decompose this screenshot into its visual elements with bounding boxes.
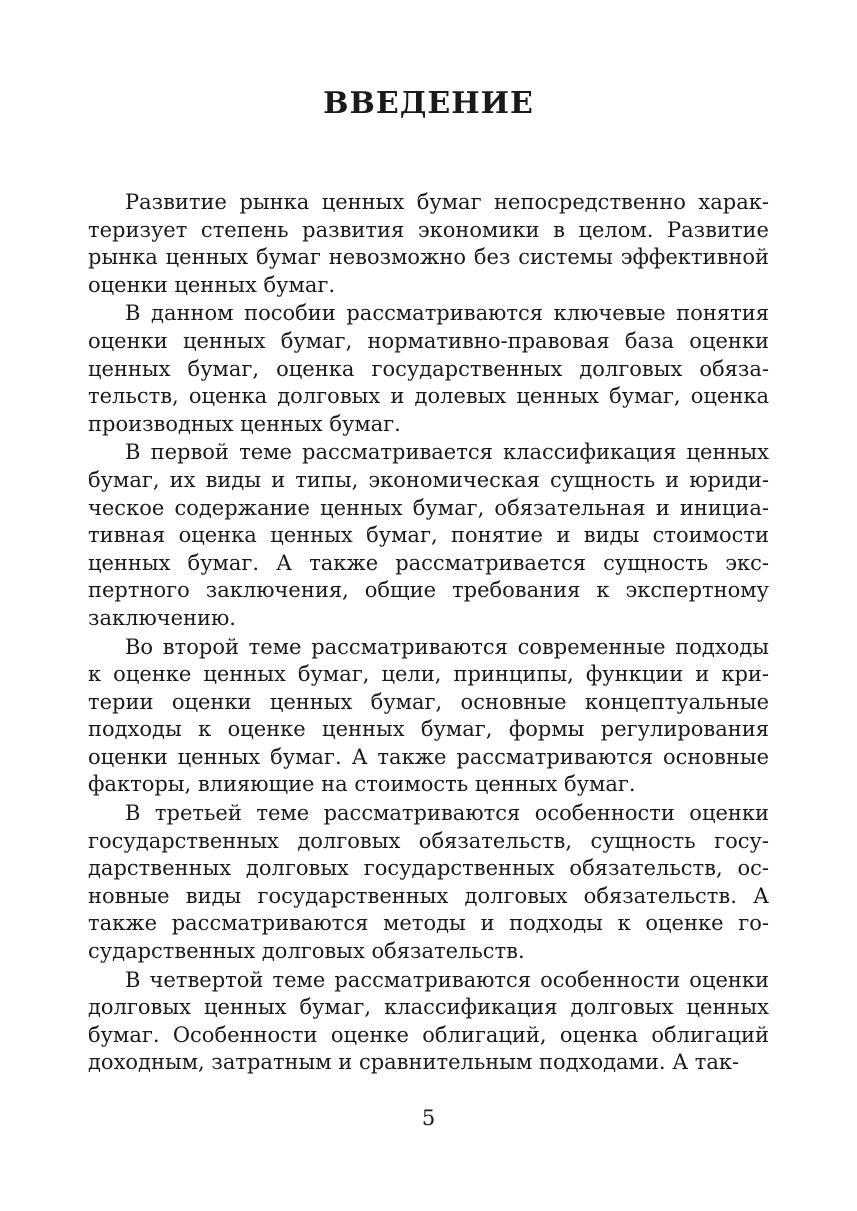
paragraph: В третьей теме рассматриваются особенности оценки государственных долговых обязательств, сущность государственных долговых государственных обязательств, основные виды государственных долговых обязательств. А также рассматриваются методы и подходы к оценке государственных долговых обязательств. [88, 801, 769, 964]
paragraph: В данном пособии рассматриваются ключевые понятия оценки ценных бумаг, нормативно-правовая база оценки ценных бумаг, оценка государственных долговых обязательств, оценка долговых и долевых ценных бумаг, оценка производных ценных бумаг. [88, 301, 769, 436]
chapter-title: ВВЕДЕНИЕ [323, 86, 534, 121]
body-text [88, 189, 769, 1078]
paragraph: Во второй теме рассматриваются современные подходы к оценке ценных бумаг, цели, принципы, функции и критерии оценки ценных бумаг, основные концептуальные подходы к оценке ценных бумаг, формы регулирования оценки ценных бумаг. А также рассматриваются основные факторы, влияющие на стоимость ценных бумаг. [88, 634, 769, 797]
paragraph: В четвертой теме рассматриваются особенности оценки долговых ценных бумаг, классификация долговых ценных бумаг. Особенности оценке облигаций, оценка облигаций доходным, затратным и сравнительным подходами. А так- [88, 967, 769, 1075]
paragraph: Развитие рынка ценных бумаг непосредственно характеризует степень развития экономики в целом. Развитие рынка ценных бумаг невозможно без системы эффективной оценки ценных бумаг. [88, 190, 769, 297]
page-number: 5 [421, 1106, 436, 1130]
paragraph: В первой теме рассматривается классификация ценных бумаг, их виды и типы, экономическая сущность и юридическое содержание ценных бумаг, обязательная и инициативная оценка ценных бумаг, понятие и виды стоимости ценных бумаг. А также рассматривается сущность экспертного заключения, общие требования к экспертному заключению. [88, 440, 769, 630]
